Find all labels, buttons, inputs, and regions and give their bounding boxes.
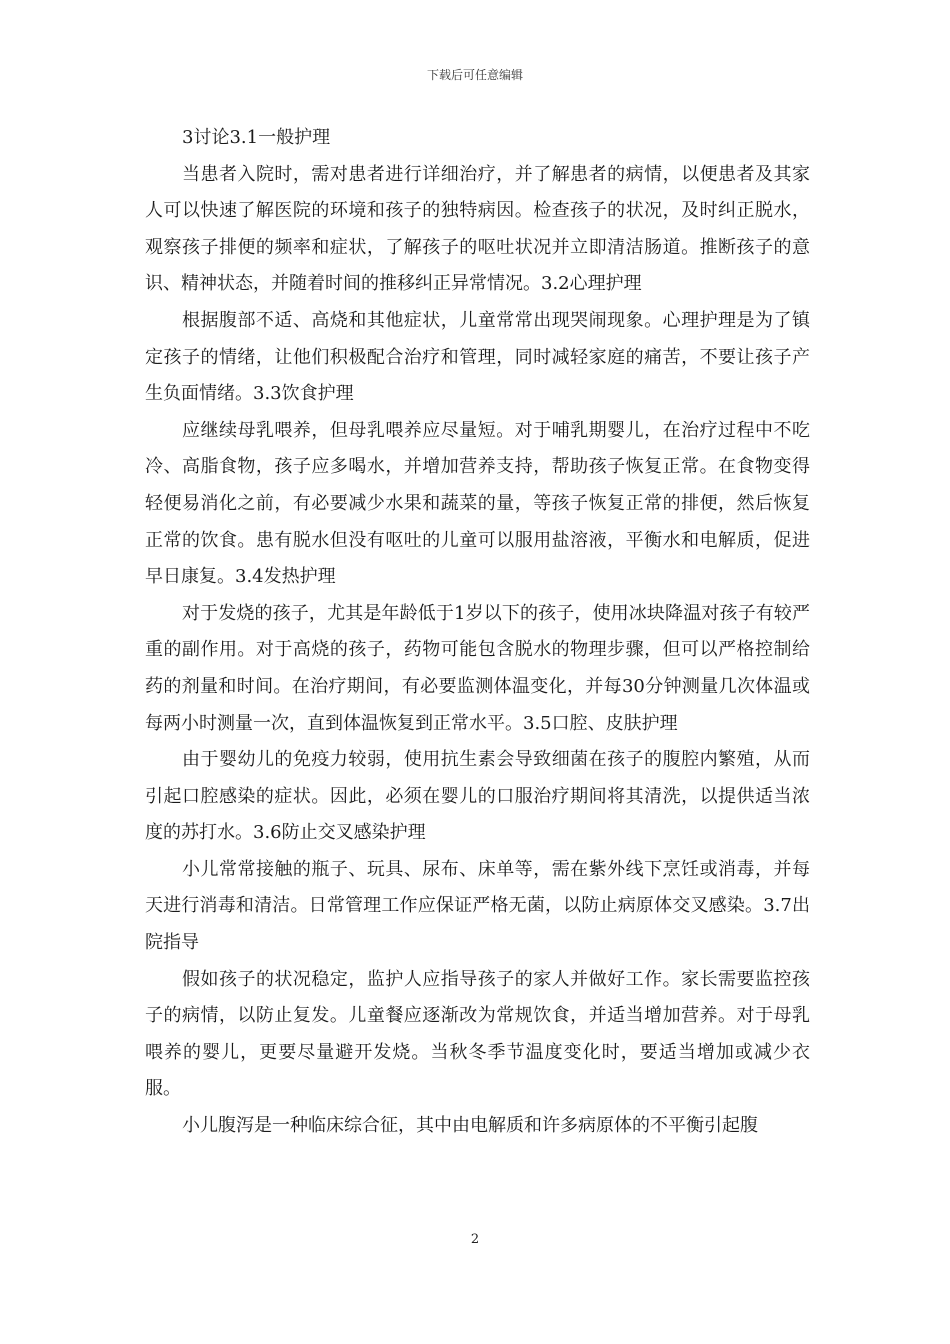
paragraph-general-care: 当患者入院时，需对患者进行详细治疗，并了解患者的病情，以便患者及其家人可以快速了解医院的环境和孩子的独特病因。检查孩子的状况，及时纠正脱水，观察孩子排便的频率和症状，了解孩子的呕吐状况并立即清洁肠道。推断孩子的意识、精神状态，并随着时间的推移纠正异常情况。3.2心理护理 — [145, 163, 810, 295]
page-number: 2 — [470, 1232, 480, 1247]
document-body — [145, 120, 810, 1145]
paragraph-fever-care: 对于发烧的孩子，尤其是年龄低于1岁以下的孩子，使用冰块降温对孩子有较严重的副作用。对于高烧的孩子，药物可能包含脱水的物理步骤，但可以严格控制给药的剂量和时间。在治疗期间，有必要监测体温变化，并每30分钟测量几次体温或每两小时测量一次，直到体温恢复到正常水平。3.5口腔、皮肤护理 — [145, 602, 810, 734]
section-heading: 3讨论3.1一般护理 — [182, 127, 331, 148]
paragraph-oral-skin-care: 由于婴幼儿的免疫力较弱，使用抗生素会导致细菌在孩子的腹腔内繁殖，从而引起口腔感染的症状。因此，必须在婴儿的口服治疗期间将其清洗，以提供适当浓度的苏打水。3.6防止交叉感染护理 — [145, 749, 810, 844]
paragraph-psychological-care: 根据腹部不适、高烧和其他症状，儿童常常出现哭闹现象。心理护理是为了镇定孩子的情绪，让他们积极配合治疗和管理，同时减轻家庭的痛苦，不要让孩子产生负面情绪。3.3饮食护理 — [145, 309, 810, 405]
page-header: 下载后可任意编辑 — [426, 68, 523, 82]
paragraph-conclusion: 小儿腹泻是一种临床综合征，其中由电解质和许多病原体的不平衡引起腹 — [182, 1115, 758, 1137]
paragraph-discharge-guidance: 假如孩子的状况稳定，监护人应指导孩子的家人并做好工作。家长需要监控孩子的病情，以防止复发。儿童餐应逐渐改为常规饮食，并适当增加营养。对于母乳喂养的婴儿，更要尽量避开发烧。当秋冬季节温度变化时，要适当增加或减少衣服。 — [145, 968, 810, 1100]
paragraph-cross-infection: 小儿常常接触的瓶子、玩具、尿布、床单等，需在紫外线下烹饪或消毒，并每天进行消毒和清洁。日常管理工作应保证严格无菌，以防止病原体交叉感染。3.7出院指导 — [145, 858, 810, 954]
paragraph-diet-care: 应继续母乳喂养，但母乳喂养应尽量短。对于哺乳期婴儿，在治疗过程中不吃冷、高脂食物，孩子应多喝水，并增加营养支持，帮助孩子恢复正常。在食物变得轻便易消化之前，有必要减少水果和蔬菜的量，等孩子恢复正常的排便，然后恢复正常的饮食。患有脱水但没有呕吐的儿童可以服用盐溶液，平衡水和电解质，促进早日康复。3.4发热护理 — [145, 419, 810, 588]
